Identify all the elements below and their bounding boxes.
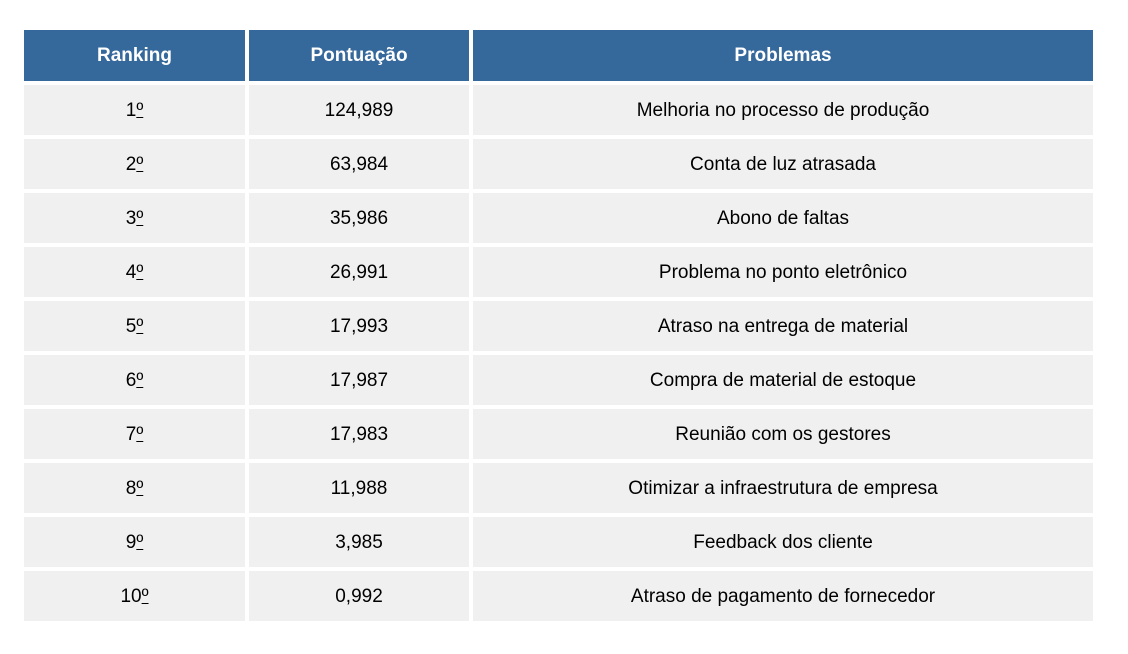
ranking-cell (24, 247, 245, 297)
ordinal-indicator: º (141, 585, 149, 607)
rank-number: 6 (125, 369, 137, 391)
ordinal-indicator: º (136, 531, 144, 553)
rank-number: 9 (125, 531, 137, 553)
problema-cell: Conta de luz atrasada (473, 139, 1093, 189)
rank-number: 5 (125, 315, 137, 337)
pontuacao-cell: 0,992 (249, 571, 469, 621)
pontuacao-cell: 3,985 (249, 517, 469, 567)
pontuacao-cell: 17,983 (249, 409, 469, 459)
problema-cell: Compra de material de estoque (473, 355, 1093, 405)
pontuacao-cell: 17,993 (249, 301, 469, 351)
pontuacao-cell: 26,991 (249, 247, 469, 297)
column-header-ranking: Ranking (24, 30, 245, 81)
problema-cell: Otimizar a infraestrutura de empresa (473, 463, 1093, 513)
ranking-cell (24, 193, 245, 243)
problema-cell: Reunião com os gestores (473, 409, 1093, 459)
problema-cell: Atraso de pagamento de fornecedor (473, 571, 1093, 621)
column-header-pontuacao: Pontuação (249, 30, 469, 81)
column-header-problemas: Problemas (473, 30, 1093, 81)
ranking-cell (24, 85, 245, 135)
problema-cell: Abono de faltas (473, 193, 1093, 243)
ranking-cell (24, 463, 245, 513)
rank-number: 8 (125, 477, 137, 499)
ranking-table (24, 30, 1093, 621)
ranking-cell (24, 409, 245, 459)
rank-number: 2 (125, 153, 137, 175)
ordinal-indicator: º (136, 369, 144, 391)
ordinal-indicator: º (136, 153, 144, 175)
ordinal-indicator: º (136, 423, 144, 445)
rank-number: 10 (120, 585, 142, 607)
ordinal-indicator: º (136, 477, 144, 499)
rank-number: 3 (125, 207, 137, 229)
rank-number: 1 (125, 99, 137, 121)
ordinal-indicator: º (136, 207, 144, 229)
pontuacao-cell: 11,988 (249, 463, 469, 513)
ranking-cell (24, 517, 245, 567)
problema-cell: Problema no ponto eletrônico (473, 247, 1093, 297)
ranking-cell (24, 139, 245, 189)
rank-number: 4 (125, 261, 137, 283)
ordinal-indicator: º (136, 99, 144, 121)
ranking-cell (24, 571, 245, 621)
problema-cell: Feedback dos cliente (473, 517, 1093, 567)
pontuacao-cell: 124,989 (249, 85, 469, 135)
rank-number: 7 (125, 423, 137, 445)
ordinal-indicator: º (136, 315, 144, 337)
problema-cell: Atraso na entrega de material (473, 301, 1093, 351)
ordinal-indicator: º (136, 261, 144, 283)
ranking-cell (24, 355, 245, 405)
problema-cell: Melhoria no processo de produção (473, 85, 1093, 135)
pontuacao-cell: 17,987 (249, 355, 469, 405)
pontuacao-cell: 35,986 (249, 193, 469, 243)
ranking-cell (24, 301, 245, 351)
pontuacao-cell: 63,984 (249, 139, 469, 189)
